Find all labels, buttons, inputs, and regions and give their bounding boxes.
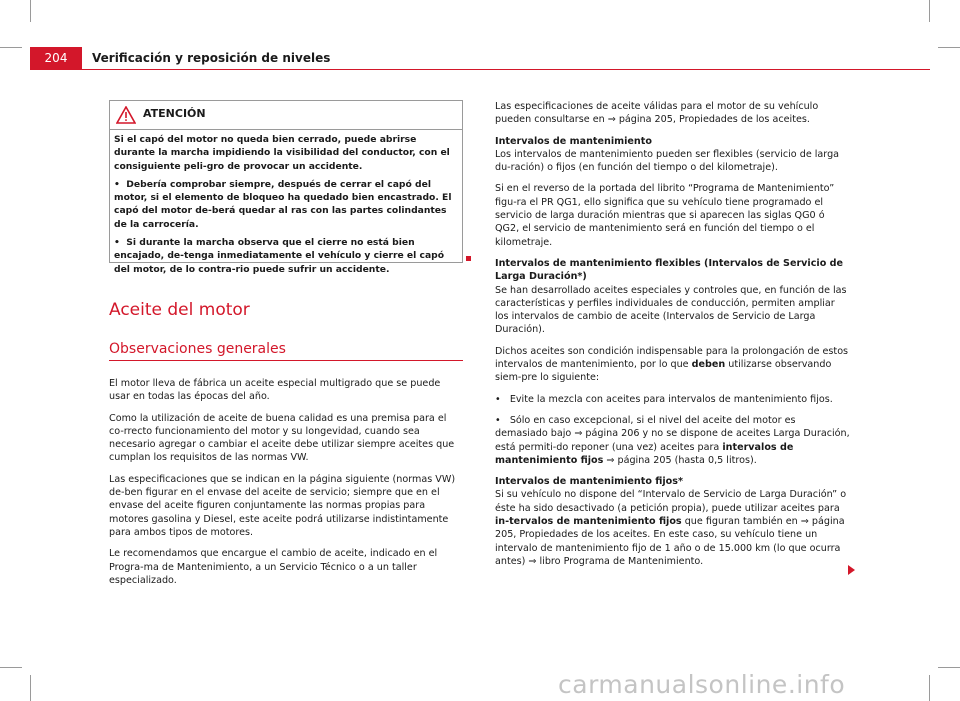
crop-mark <box>30 675 31 701</box>
warning-bullet-text: Debería comprobar siempre, después de cerrar el capó del motor, si el elemento de bloqueo ha quedado bien encastrado. El capó del motor de-berá quedar al ras con las partes colindantes de la carrocería. <box>114 178 452 230</box>
bullet-dot: • <box>114 237 127 249</box>
crop-mark <box>929 0 930 22</box>
list-item-text: Evite la mezcla con aceites para intervalos de mantenimiento fijos. <box>509 393 833 405</box>
left-column <box>109 377 464 595</box>
emphasis: intervalos de mantenimiento fijos <box>495 441 794 466</box>
page-header-title: Verificación y reposición de niveles <box>92 51 331 65</box>
crop-mark <box>929 675 930 701</box>
crop-mark <box>0 667 22 668</box>
bullet-dot: • <box>495 393 510 405</box>
right-column <box>495 100 851 576</box>
run-in-heading: Intervalos de mantenimiento flexibles (Intervalos de Servicio de Larga Duración*) <box>495 257 844 283</box>
body-paragraph: El motor lleva de fábrica un aceite especial multigrado que se puede usar en todas las épocas del año. <box>109 378 441 403</box>
page-number: 204 <box>30 47 82 69</box>
body-paragraph: Las especificaciones de aceite válidas para el motor de su vehículo pueden consultarse en ⇒ página 205, Propiedades de los aceites. <box>495 101 819 126</box>
crop-mark <box>30 0 31 22</box>
watermark-text: carmanualsonline.info <box>558 670 846 699</box>
body-paragraph: Si en el reverso de la portada del librito “Programa de Mantenimiento” figu-ra el PR QG1, ello significa que su vehículo tiene programado el servicio de larga duración mientras que si aparecen las siglas QG0 ó QG2, el servicio de mantenimiento será en función del tiempo o el kilometraje. <box>495 183 835 248</box>
run-in-heading: Intervalos de mantenimiento <box>495 135 652 147</box>
body-paragraph: Como la utilización de aceite de buena calidad es una premisa para el co-rrecto funcionamiento del motor y su longevidad, cuando sea necesario agregar o cambiar el aceite debe utilizar siempre aceites que cumplan los requisitos de las normas VW. <box>109 412 455 464</box>
text-run: Si su vehículo no dispone del “Intervalo de Servicio de Larga Duración” o éste ha sido desactivado (a petición propia), puede utilizar aceites para <box>495 489 847 514</box>
warning-bullet <box>114 236 457 276</box>
warning-title: ATENCIÓN <box>143 107 206 120</box>
bullet-dot: • <box>114 178 127 190</box>
header-rule <box>30 69 930 70</box>
warning-bullet-text: Si durante la marcha observa que el cierre no está bien encajado, de-tenga inmediatamente el vehículo y cierre el capó del motor, de lo contra-rio puede sufrir un accidente. <box>114 237 445 275</box>
body-paragraph <box>495 475 851 488</box>
body-paragraph <box>495 488 851 568</box>
warning-paragraph: Si el capó del motor no queda bien cerrado, puede abrirse durante la marcha impidiendo la visibilidad del conductor, con el consiguiente peli-gro de provocar un accidente. <box>114 134 450 172</box>
text-run: utilizarse observando siem-pre lo siguiente: <box>495 359 832 384</box>
body-paragraph <box>495 257 851 284</box>
crop-mark <box>0 47 22 48</box>
bullet-dot: • <box>495 414 510 426</box>
crop-mark <box>938 667 960 668</box>
subsection-rule <box>109 360 463 361</box>
warning-bullet <box>114 178 457 231</box>
list-item <box>495 393 851 406</box>
continue-arrow-icon <box>848 565 855 575</box>
text-run: Sólo en caso excepcional, si el nivel del aceite del motor es demasiado bajo ⇒ página 206 y no se dispone de aceites Larga Duración, está permiti-do reponer (una vez) aceites para <box>495 414 850 453</box>
warning-body <box>110 130 462 276</box>
subsection-heading: Observaciones generales <box>109 341 286 357</box>
emphasis: in-tervalos de mantenimiento fijos <box>495 516 682 528</box>
body-paragraph: Las especificaciones que se indican en la página siguiente (normas VW) de-ben figurar en el envase del aceite de servicio; siempre que en el envase del aceite figuren conjuntamente las normas propias para motores gasolina y Diesel, este aceite podrá utilizarse indistintamente para ambos tipos de motores. <box>109 473 456 538</box>
warning-triangle-icon <box>116 106 136 124</box>
warning-header <box>110 101 462 130</box>
section-heading: Aceite del motor <box>109 300 250 320</box>
text-run: ⇒ página 205 (hasta 0,5 litros). <box>603 454 757 466</box>
body-paragraph <box>495 345 851 385</box>
text-run: que figuran también en ⇒ página 205, Propiedades de los aceites. En este caso, su vehículo tiene un intervalo de mantenimiento fijo de 1 año o de 15.000 km (lo que ocurra antes) ⇒ libro Programa de Mantenimiento. <box>495 516 845 567</box>
body-paragraph: Se han desarrollado aceites especiales y controles que, en función de las características y perfiles individuales de conducción, permiten ampliar los intervalos de cambio de aceite (Intervalos de Servicio de Larga Duración). <box>495 284 847 336</box>
crop-mark <box>938 47 960 48</box>
warning-box <box>109 100 463 275</box>
body-paragraph <box>495 135 851 148</box>
body-paragraph: Le recomendamos que encargue el cambio de aceite, indicado en el Progra-ma de Mantenimiento, a un Servicio Técnico o a un taller especializado. <box>109 548 438 586</box>
emphasis: deben <box>691 359 726 371</box>
list-item <box>495 414 851 467</box>
body-paragraph: Los intervalos de mantenimiento pueden ser flexibles (servicio de larga du-ración) o fijos (en función del tiempo o del kilometraje). <box>495 148 840 174</box>
section-end-marker <box>466 256 471 261</box>
text-run: Dichos aceites son condición indispensable para la prolongación de estos intervalos de mantenimiento, por lo que <box>495 345 849 371</box>
run-in-heading: Intervalos de mantenimiento fijos* <box>495 476 683 488</box>
